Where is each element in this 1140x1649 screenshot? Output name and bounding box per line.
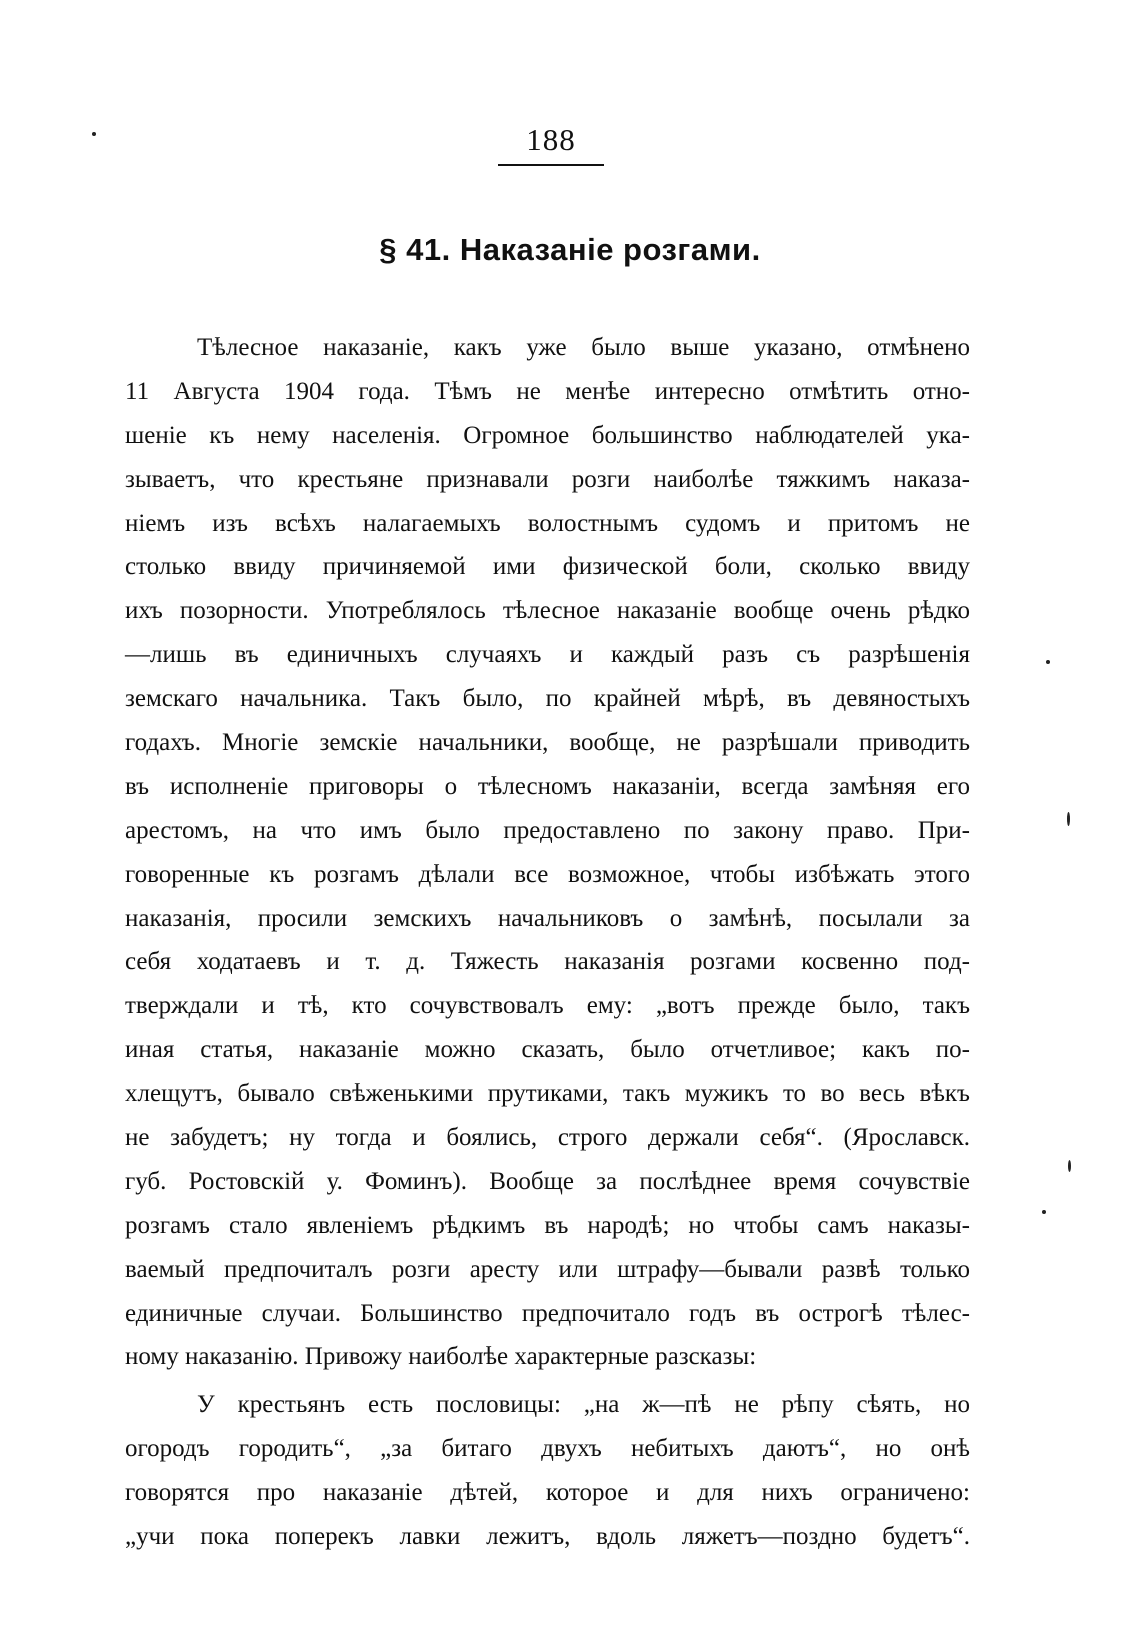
text-line: наказанія, просили земскихъ начальниковъ о замѣнѣ, посылали за <box>125 904 970 932</box>
text-line: У крестьянъ есть пословицы: „на ж—пѣ не рѣпу сѣять, но <box>197 1391 970 1419</box>
text-line: не забудетъ; ну тогда и боялись, строго держали себя“. (Ярославск. <box>125 1124 970 1152</box>
scan-speck <box>1068 1160 1071 1172</box>
text-line: иная статья, наказаніе можно сказать, было отчетливое; какъ по- <box>125 1036 970 1064</box>
text-line: земскаго начальника. Такъ было, по крайней мѣрѣ, въ девяностыхъ <box>125 685 970 713</box>
text-line: говорятся про наказаніе дѣтей, которое и для нихъ ограничено: <box>125 1479 970 1507</box>
text-line: въ исполненіе приговоры о тѣлесномъ наказаніи, всегда замѣняя его <box>125 772 970 800</box>
text-line: хлещутъ, бывало свѣженькими прутиками, такъ мужикъ то во весь вѣкъ <box>125 1080 970 1108</box>
section-heading: § 41. Наказаніе розгами. <box>379 232 761 267</box>
text-line: ному наказанію. Привожу наиболѣе характерные разсказы: <box>125 1343 757 1371</box>
scan-speck <box>92 132 96 136</box>
text-line: ихъ позорности. Употреблялось тѣлесное наказаніе вообще очень рѣдко <box>125 597 970 625</box>
text-line: себя ходатаевъ и т. д. Тяжесть наказанія розгами косвенно под- <box>125 948 970 976</box>
page-number: 188 <box>498 122 604 166</box>
text-line: ваемый предпочиталъ розги аресту или штрафу—бывали развѣ только <box>125 1255 970 1283</box>
text-line: шеніе къ нему населенія. Огромное большинство наблюдателей ука- <box>125 421 970 449</box>
text-line: столько ввиду причиняемой ими физической боли, сколько ввиду <box>125 553 970 581</box>
scan-speck <box>1046 660 1050 664</box>
text-line: годахъ. Многіе земскіе начальники, вообще, не разрѣшали приводить <box>125 729 970 757</box>
text-line: арестомъ, на что имъ было предоставлено по закону право. При- <box>125 816 970 844</box>
text-line: Тѣлесное наказаніе, какъ уже было выше указано, отмѣнено <box>197 334 970 361</box>
text-line: розгамъ стало явленіемъ рѣдкимъ въ народѣ; но чтобы самъ наказы- <box>125 1211 970 1239</box>
scan-speck <box>1067 812 1070 826</box>
text-line: губ. Ростовскій у. Фоминъ). Вообще за послѣднее время сочувствіе <box>125 1167 970 1195</box>
body-text <box>125 326 970 1559</box>
text-line: единичные случаи. Большинство предпочитало годъ въ острогѣ тѣлес- <box>125 1299 970 1327</box>
text-line: ніемъ изъ всѣхъ налагаемыхъ волостнымъ судомъ и притомъ не <box>125 509 970 537</box>
paragraph <box>125 326 970 1379</box>
text-line: 11 Августа 1904 года. Тѣмъ не менѣе интересно отмѣтить отно- <box>125 377 970 405</box>
text-line: огородъ городить“, „за битаго двухъ небитыхъ даютъ“, но онѣ <box>125 1435 970 1463</box>
text-line: —лишь въ единичныхъ случаяхъ и каждый разъ съ разрѣшенія <box>125 641 970 669</box>
scan-speck <box>1042 1210 1046 1214</box>
text-line: тверждали и тѣ, кто сочувствовалъ ему: „вотъ прежде было, такъ <box>125 992 970 1020</box>
text-line: зываетъ, что крестьяне признавали розги наиболѣе тяжкимъ наказа- <box>125 465 970 493</box>
text-line: говоренные къ розгамъ дѣлали все возможное, чтобы избѣжать этого <box>125 860 970 888</box>
paragraph <box>125 1383 970 1559</box>
text-line: „учи пока поперекъ лавки лежитъ, вдоль ляжетъ—поздно будетъ“. <box>125 1523 970 1551</box>
